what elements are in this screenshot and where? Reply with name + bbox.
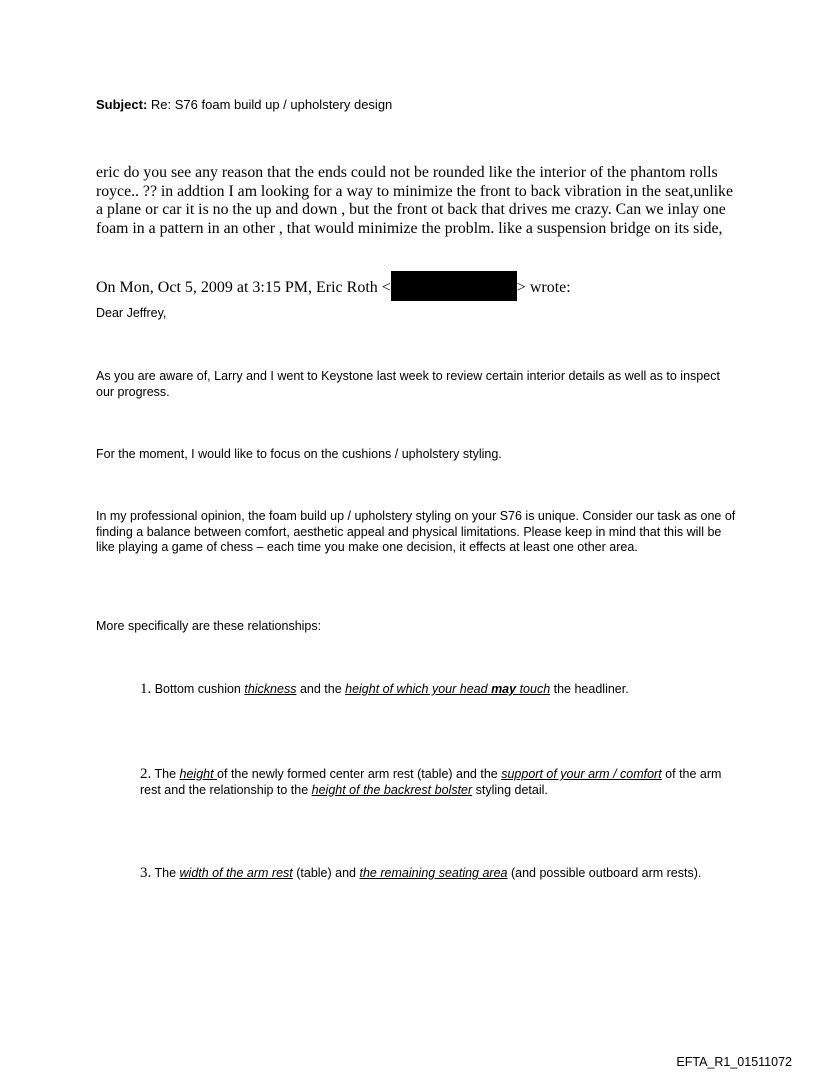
redaction-box bbox=[391, 271, 517, 301]
item-strong-emphasis: may bbox=[491, 682, 517, 696]
subject-value: Re: S76 foam build up / upholstery design bbox=[147, 97, 393, 112]
item-text: The bbox=[151, 866, 180, 880]
quote-header-suffix: > wrote: bbox=[516, 279, 571, 296]
item-text: and the bbox=[296, 682, 346, 696]
item-text: (table) and bbox=[292, 866, 360, 880]
item-text: The bbox=[151, 767, 180, 781]
list-number: 3. bbox=[140, 865, 152, 881]
item-emphasis: width of the arm rest bbox=[179, 866, 293, 880]
item-text: of the arm rest and the relationship to the bbox=[140, 767, 722, 797]
item-text: of the newly formed center arm rest (table) and the bbox=[217, 767, 502, 781]
item-text: the headliner. bbox=[550, 682, 629, 696]
list-item bbox=[140, 767, 740, 798]
list-item bbox=[140, 866, 740, 882]
quote-header-prefix: On Mon, Oct 5, 2009 at 3:15 PM, Eric Roth < bbox=[96, 279, 391, 296]
item-emphasis: the remaining seating area bbox=[359, 866, 508, 880]
item-emphasis: height bbox=[179, 767, 218, 781]
item-emphasis: support of your arm / comfort bbox=[501, 767, 662, 781]
document-id-footer: EFTA_R1_01511072 bbox=[676, 1055, 792, 1069]
list-number: 2. bbox=[140, 766, 152, 782]
item-emphasis: thickness bbox=[244, 682, 297, 696]
paragraph: More specifically are these relationships: bbox=[96, 619, 322, 633]
subject-label: Subject: bbox=[96, 97, 148, 112]
item-text: (and possible outboard arm rests). bbox=[507, 866, 702, 880]
paragraph: For the moment, I would like to focus on the cushions / upholstery styling. bbox=[96, 447, 502, 461]
email-subject bbox=[96, 97, 392, 113]
paragraph: As you are aware of, Larry and I went to Keystone last week to review certain interior details as well as to inspect our progress. bbox=[96, 369, 720, 399]
item-text: styling detail. bbox=[472, 782, 548, 797]
list-item bbox=[140, 682, 740, 698]
greeting: Dear Jeffrey, bbox=[96, 306, 167, 320]
reply-message: eric do you see any reason that the ends could not be rounded like the interior of the phantom rolls royce.. ?? in addtion I am looking for a way to minimize the front to back vibration in the seat,unlike a plane or car it is no the up and down , but the front ot back that drives me crazy. Can we inlay one foam in a pattern in an other , that would minimize the problm. like a suspension bridge on its side, bbox=[96, 164, 733, 238]
item-text: Bottom cushion bbox=[151, 682, 245, 696]
list-number: 1. bbox=[140, 681, 152, 697]
quote-header bbox=[96, 271, 571, 301]
item-emphasis: height of the backrest bolster bbox=[311, 782, 473, 797]
item-emphasis: height of which your head bbox=[345, 682, 492, 696]
paragraph: In my professional opinion, the foam build up / upholstery styling on your S76 is unique. Consider our task as one of finding a balance between comfort, aesthetic appeal and physical limitations. Please keep in mind that this will be like playing a game of chess – each time you make one decision, it effects at least one other area. bbox=[96, 509, 736, 554]
item-emphasis: touch bbox=[516, 682, 551, 696]
